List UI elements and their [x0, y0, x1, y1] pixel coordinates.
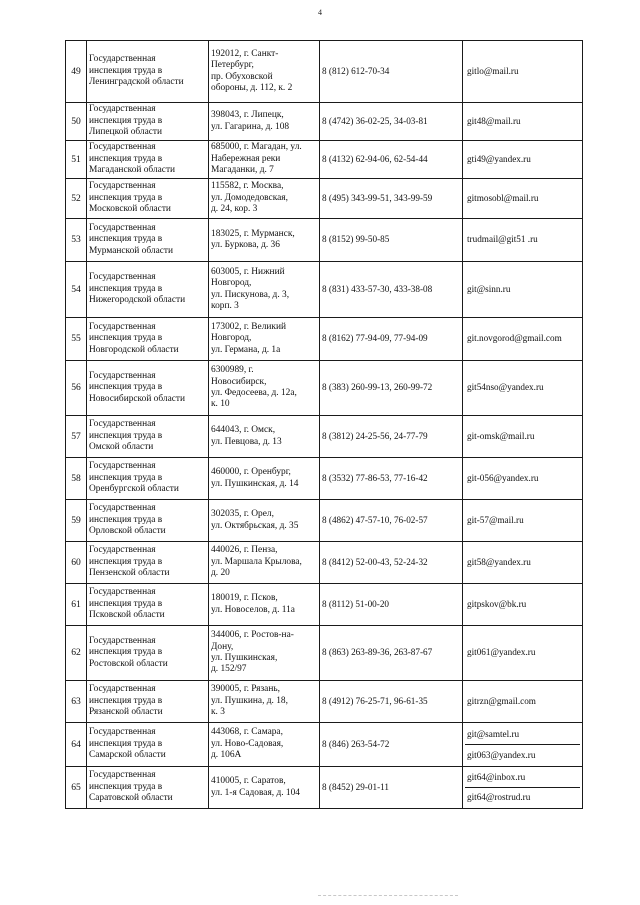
row-number	[66, 103, 87, 141]
organization-name	[87, 141, 209, 179]
phone-numbers-text: 8 (4132) 62-94-06, 62-54-44	[322, 153, 428, 164]
phone-numbers	[320, 416, 463, 458]
email-cell	[463, 542, 583, 584]
row-number-text: 60	[71, 556, 81, 568]
phone-numbers	[320, 41, 463, 103]
phone-numbers-text: 8 (863) 263-89-36, 263-87-67	[322, 647, 433, 658]
postal-address-text: 6300989, г. Новосибирск, ул. Федосеева, д. 12а, к. 10	[211, 365, 297, 410]
postal-address	[209, 179, 320, 219]
table-row	[66, 626, 583, 681]
postal-address-text: 644043, г. Омск, ул. Певцова, д. 13	[211, 425, 282, 447]
phone-numbers-text: 8 (383) 260-99-13, 260-99-72	[322, 382, 433, 393]
email-cell	[463, 262, 583, 318]
row-number-text: 58	[71, 472, 81, 484]
row-number-text: 61	[71, 598, 81, 610]
organization-name-text: Государственная инспекция труда в Омской области	[89, 419, 163, 453]
row-number-text: 59	[71, 514, 81, 526]
phone-numbers-text: 8 (4742) 36-02-25, 34-03-81	[322, 115, 428, 126]
phone-numbers-text: 8 (812) 612-70-34	[322, 65, 390, 76]
phone-numbers	[320, 542, 463, 584]
table-row	[66, 681, 583, 723]
phone-numbers-text: 8 (831) 433-57-30, 433-38-08	[322, 283, 433, 294]
email-address: git@sinn.ru	[467, 283, 511, 294]
table-row	[66, 361, 583, 416]
labor-inspection-table	[65, 40, 583, 809]
organization-name	[87, 262, 209, 318]
table-row	[66, 219, 583, 262]
phone-numbers-text: 8 (8412) 52-00-43, 52-24-32	[322, 556, 428, 567]
postal-address	[209, 767, 320, 809]
email-address: git64@inbox.ru	[467, 772, 526, 782]
row-number-text: 51	[71, 153, 81, 165]
email-address: trudmail@git51 .ru	[467, 234, 538, 245]
postal-address-text: 410005, г. Саратов, ул. 1-я Садовая, д. 104	[211, 776, 300, 798]
organization-name-text: Государственная инспекция труда в Самарской области	[89, 727, 166, 761]
postal-address-text: 685000, г. Магадан, ул. Набережная реки Магаданки, д. 7	[211, 142, 302, 176]
postal-address-text: 183025, г. Мурманск, ул. Буркова, д. 36	[211, 228, 295, 250]
row-number	[66, 361, 87, 416]
email-cell	[463, 584, 583, 626]
row-number-text: 53	[71, 234, 81, 246]
table-row	[66, 542, 583, 584]
phone-numbers	[320, 361, 463, 416]
phone-numbers-text: 8 (3532) 77-86-53, 77-16-42	[322, 472, 428, 483]
row-number-text: 55	[71, 333, 81, 345]
email-address: git54nso@yandex.ru	[467, 382, 544, 393]
postal-address	[209, 681, 320, 723]
postal-address-text: 192012, г. Санкт- Петербург, пр. Обуховской обороны, д. 112, к. 2	[211, 48, 293, 93]
organization-name-text: Государственная инспекция труда в Ростовской области	[89, 635, 168, 669]
email-cell	[463, 416, 583, 458]
email-address: git.novgorod@gmail.com	[467, 333, 562, 344]
row-number	[66, 584, 87, 626]
postal-address	[209, 626, 320, 681]
email-address: git061@yandex.ru	[467, 647, 536, 658]
phone-numbers-text: 8 (4862) 47-57-10, 76-02-57	[322, 514, 428, 525]
postal-address	[209, 318, 320, 361]
row-number	[66, 500, 87, 542]
row-number	[66, 179, 87, 219]
email-cell	[463, 723, 583, 767]
table-row	[66, 103, 583, 141]
email-cell	[463, 103, 583, 141]
phone-numbers-text: 8 (495) 343-99-51, 343-99-59	[322, 192, 433, 203]
page-number: 4	[318, 8, 322, 17]
organization-name-text: Государственная инспекция труда в Мурманской области	[89, 222, 174, 256]
email-cell	[463, 500, 583, 542]
organization-name-text: Государственная инспекция труда в Магаданской области	[89, 142, 176, 176]
row-number	[66, 723, 87, 767]
email-address: git-omsk@mail.ru	[467, 430, 535, 441]
email-address: git-57@mail.ru	[467, 514, 524, 525]
organization-name-text: Государственная инспекция труда в Липецкой области	[89, 104, 163, 138]
phone-numbers-text: 8 (8112) 51-00-20	[322, 598, 390, 609]
row-number-text: 65	[71, 781, 81, 793]
phone-numbers	[320, 103, 463, 141]
email-cell	[463, 626, 583, 681]
postal-address-text: 398043, г. Липецк, ул. Гагарина, д. 108	[211, 110, 290, 132]
row-number-text: 57	[71, 430, 81, 442]
organization-name	[87, 626, 209, 681]
phone-numbers-text: 8 (8162) 77-94-09, 77-94-09	[322, 333, 428, 344]
phone-numbers-text: 8 (846) 263-54-72	[322, 738, 390, 749]
bottom-divider	[318, 895, 458, 896]
phone-numbers-text: 8 (8152) 99-50-85	[322, 234, 390, 245]
phone-numbers	[320, 767, 463, 809]
phone-numbers	[320, 141, 463, 179]
table-row	[66, 179, 583, 219]
organization-name-text: Государственная инспекция труда в Псковской области	[89, 587, 165, 621]
organization-name	[87, 542, 209, 584]
postal-address	[209, 361, 320, 416]
organization-name	[87, 179, 209, 219]
email-cell	[463, 361, 583, 416]
row-number	[66, 542, 87, 584]
table-row	[66, 141, 583, 179]
row-number-text: 54	[71, 283, 81, 295]
email-cell	[463, 767, 583, 809]
organization-name-text: Государственная инспекция труда в Оренбургской области	[89, 461, 179, 495]
organization-name-text: Государственная инспекция труда в Ленинградской области	[89, 54, 184, 88]
row-number	[66, 262, 87, 318]
email-cell	[463, 219, 583, 262]
phone-numbers	[320, 681, 463, 723]
email-cell	[463, 141, 583, 179]
organization-name-text: Государственная инспекция труда в Нижегородской области	[89, 272, 186, 306]
postal-address	[209, 141, 320, 179]
organization-name	[87, 361, 209, 416]
organization-name	[87, 219, 209, 262]
postal-address	[209, 103, 320, 141]
table-row	[66, 723, 583, 767]
organization-name	[87, 681, 209, 723]
email-cell	[463, 179, 583, 219]
table-row	[66, 41, 583, 103]
postal-address-text: 173002, г. Великий Новгород, ул. Германа, д. 1а	[211, 321, 286, 355]
organization-name-text: Государственная инспекция труда в Новгородской области	[89, 321, 179, 355]
postal-address-text: 180019, г. Псков, ул. Новоселов, д. 11а	[211, 593, 295, 615]
organization-name-text: Государственная инспекция труда в Рязанской области	[89, 684, 163, 718]
postal-address-text: 344006, г. Ростов-на- Дону, ул. Пушкинская, д. 152/97	[211, 630, 294, 675]
organization-name	[87, 500, 209, 542]
postal-address	[209, 219, 320, 262]
organization-name-text: Государственная инспекция труда в Орловской области	[89, 503, 166, 537]
table-row	[66, 767, 583, 809]
organization-name	[87, 416, 209, 458]
row-number-text: 62	[71, 647, 81, 659]
phone-numbers	[320, 318, 463, 361]
postal-address	[209, 262, 320, 318]
phone-numbers-text: 8 (4912) 76-25-71, 96-61-35	[322, 695, 428, 706]
organization-name	[87, 584, 209, 626]
phone-numbers	[320, 179, 463, 219]
table-row	[66, 584, 583, 626]
email-address: gitmosobl@mail.ru	[467, 192, 539, 203]
email-address: git64@rostrud.ru	[465, 787, 580, 807]
phone-numbers	[320, 723, 463, 767]
row-number-text: 50	[71, 115, 81, 127]
email-address: gitlo@mail.ru	[467, 65, 519, 76]
postal-address	[209, 584, 320, 626]
row-number-text: 52	[71, 192, 81, 204]
row-number	[66, 416, 87, 458]
phone-numbers	[320, 626, 463, 681]
organization-name	[87, 318, 209, 361]
row-number-text: 49	[71, 65, 81, 77]
row-number	[66, 458, 87, 500]
organization-name	[87, 103, 209, 141]
postal-address-text: 460000, г. Оренбург, ул. Пушкинская, д. 14	[211, 467, 299, 489]
row-number-text: 56	[71, 382, 81, 394]
postal-address	[209, 458, 320, 500]
email-cell	[463, 458, 583, 500]
table-row	[66, 458, 583, 500]
row-number	[66, 681, 87, 723]
organization-name-text: Государственная инспекция труда в Пензенской области	[89, 545, 170, 579]
postal-address	[209, 41, 320, 103]
postal-address	[209, 723, 320, 767]
email-address: git48@mail.ru	[467, 115, 521, 126]
table-row	[66, 416, 583, 458]
phone-numbers	[320, 458, 463, 500]
organization-name	[87, 767, 209, 809]
email-address: gitpskov@bk.ru	[467, 598, 527, 609]
phone-numbers-text: 8 (8452) 29-01-11	[322, 781, 390, 792]
postal-address-text: 440026, г. Пенза, ул. Маршала Крылова, д. 20	[211, 545, 302, 579]
organization-name	[87, 41, 209, 103]
email-cell	[463, 41, 583, 103]
email-address: git58@yandex.ru	[467, 556, 531, 567]
email-address: gitrzn@gmail.com	[467, 695, 536, 706]
email-cell	[463, 681, 583, 723]
phone-numbers	[320, 262, 463, 318]
phone-numbers-text: 8 (3812) 24-25-56, 24-77-79	[322, 430, 428, 441]
row-number	[66, 767, 87, 809]
phone-numbers	[320, 584, 463, 626]
organization-name-text: Государственная инспекция труда в Новосибирской области	[89, 370, 186, 404]
email-cell	[463, 318, 583, 361]
phone-numbers	[320, 500, 463, 542]
email-address: git@samtel.ru	[467, 729, 520, 739]
phone-numbers	[320, 219, 463, 262]
row-number-text: 63	[71, 695, 81, 707]
postal-address	[209, 500, 320, 542]
organization-name-text: Государственная инспекция труда в Саратовской области	[89, 770, 173, 804]
table-row	[66, 262, 583, 318]
organization-name	[87, 723, 209, 767]
row-number	[66, 626, 87, 681]
table-row	[66, 500, 583, 542]
postal-address	[209, 542, 320, 584]
postal-address	[209, 416, 320, 458]
row-number	[66, 318, 87, 361]
email-address: git063@yandex.ru	[465, 744, 580, 765]
postal-address-text: 302035, г. Орел, ул. Октябрьская, д. 35	[211, 509, 299, 531]
postal-address-text: 443068, г. Самара, ул. Ново-Садовая, д. 106А	[211, 727, 284, 761]
row-number	[66, 141, 87, 179]
postal-address-text: 603005, г. Нижний Новгород, ул. Пискунова, д. 3, корп. 3	[211, 266, 290, 311]
row-number	[66, 41, 87, 103]
email-address: git-056@yandex.ru	[467, 472, 539, 483]
email-address: gti49@yandex.ru	[467, 153, 531, 164]
postal-address-text: 390005, г. Рязань, ул. Пушкина, д. 18, к. 3	[211, 684, 288, 718]
table-body	[66, 41, 583, 809]
table-row	[66, 318, 583, 361]
organization-name	[87, 458, 209, 500]
row-number	[66, 219, 87, 262]
organization-name-text: Государственная инспекция труда в Московской области	[89, 181, 171, 215]
postal-address-text: 115582, г. Москва, ул. Домодедовская, д. 24, кор. 3	[211, 181, 288, 215]
row-number-text: 64	[71, 738, 81, 750]
